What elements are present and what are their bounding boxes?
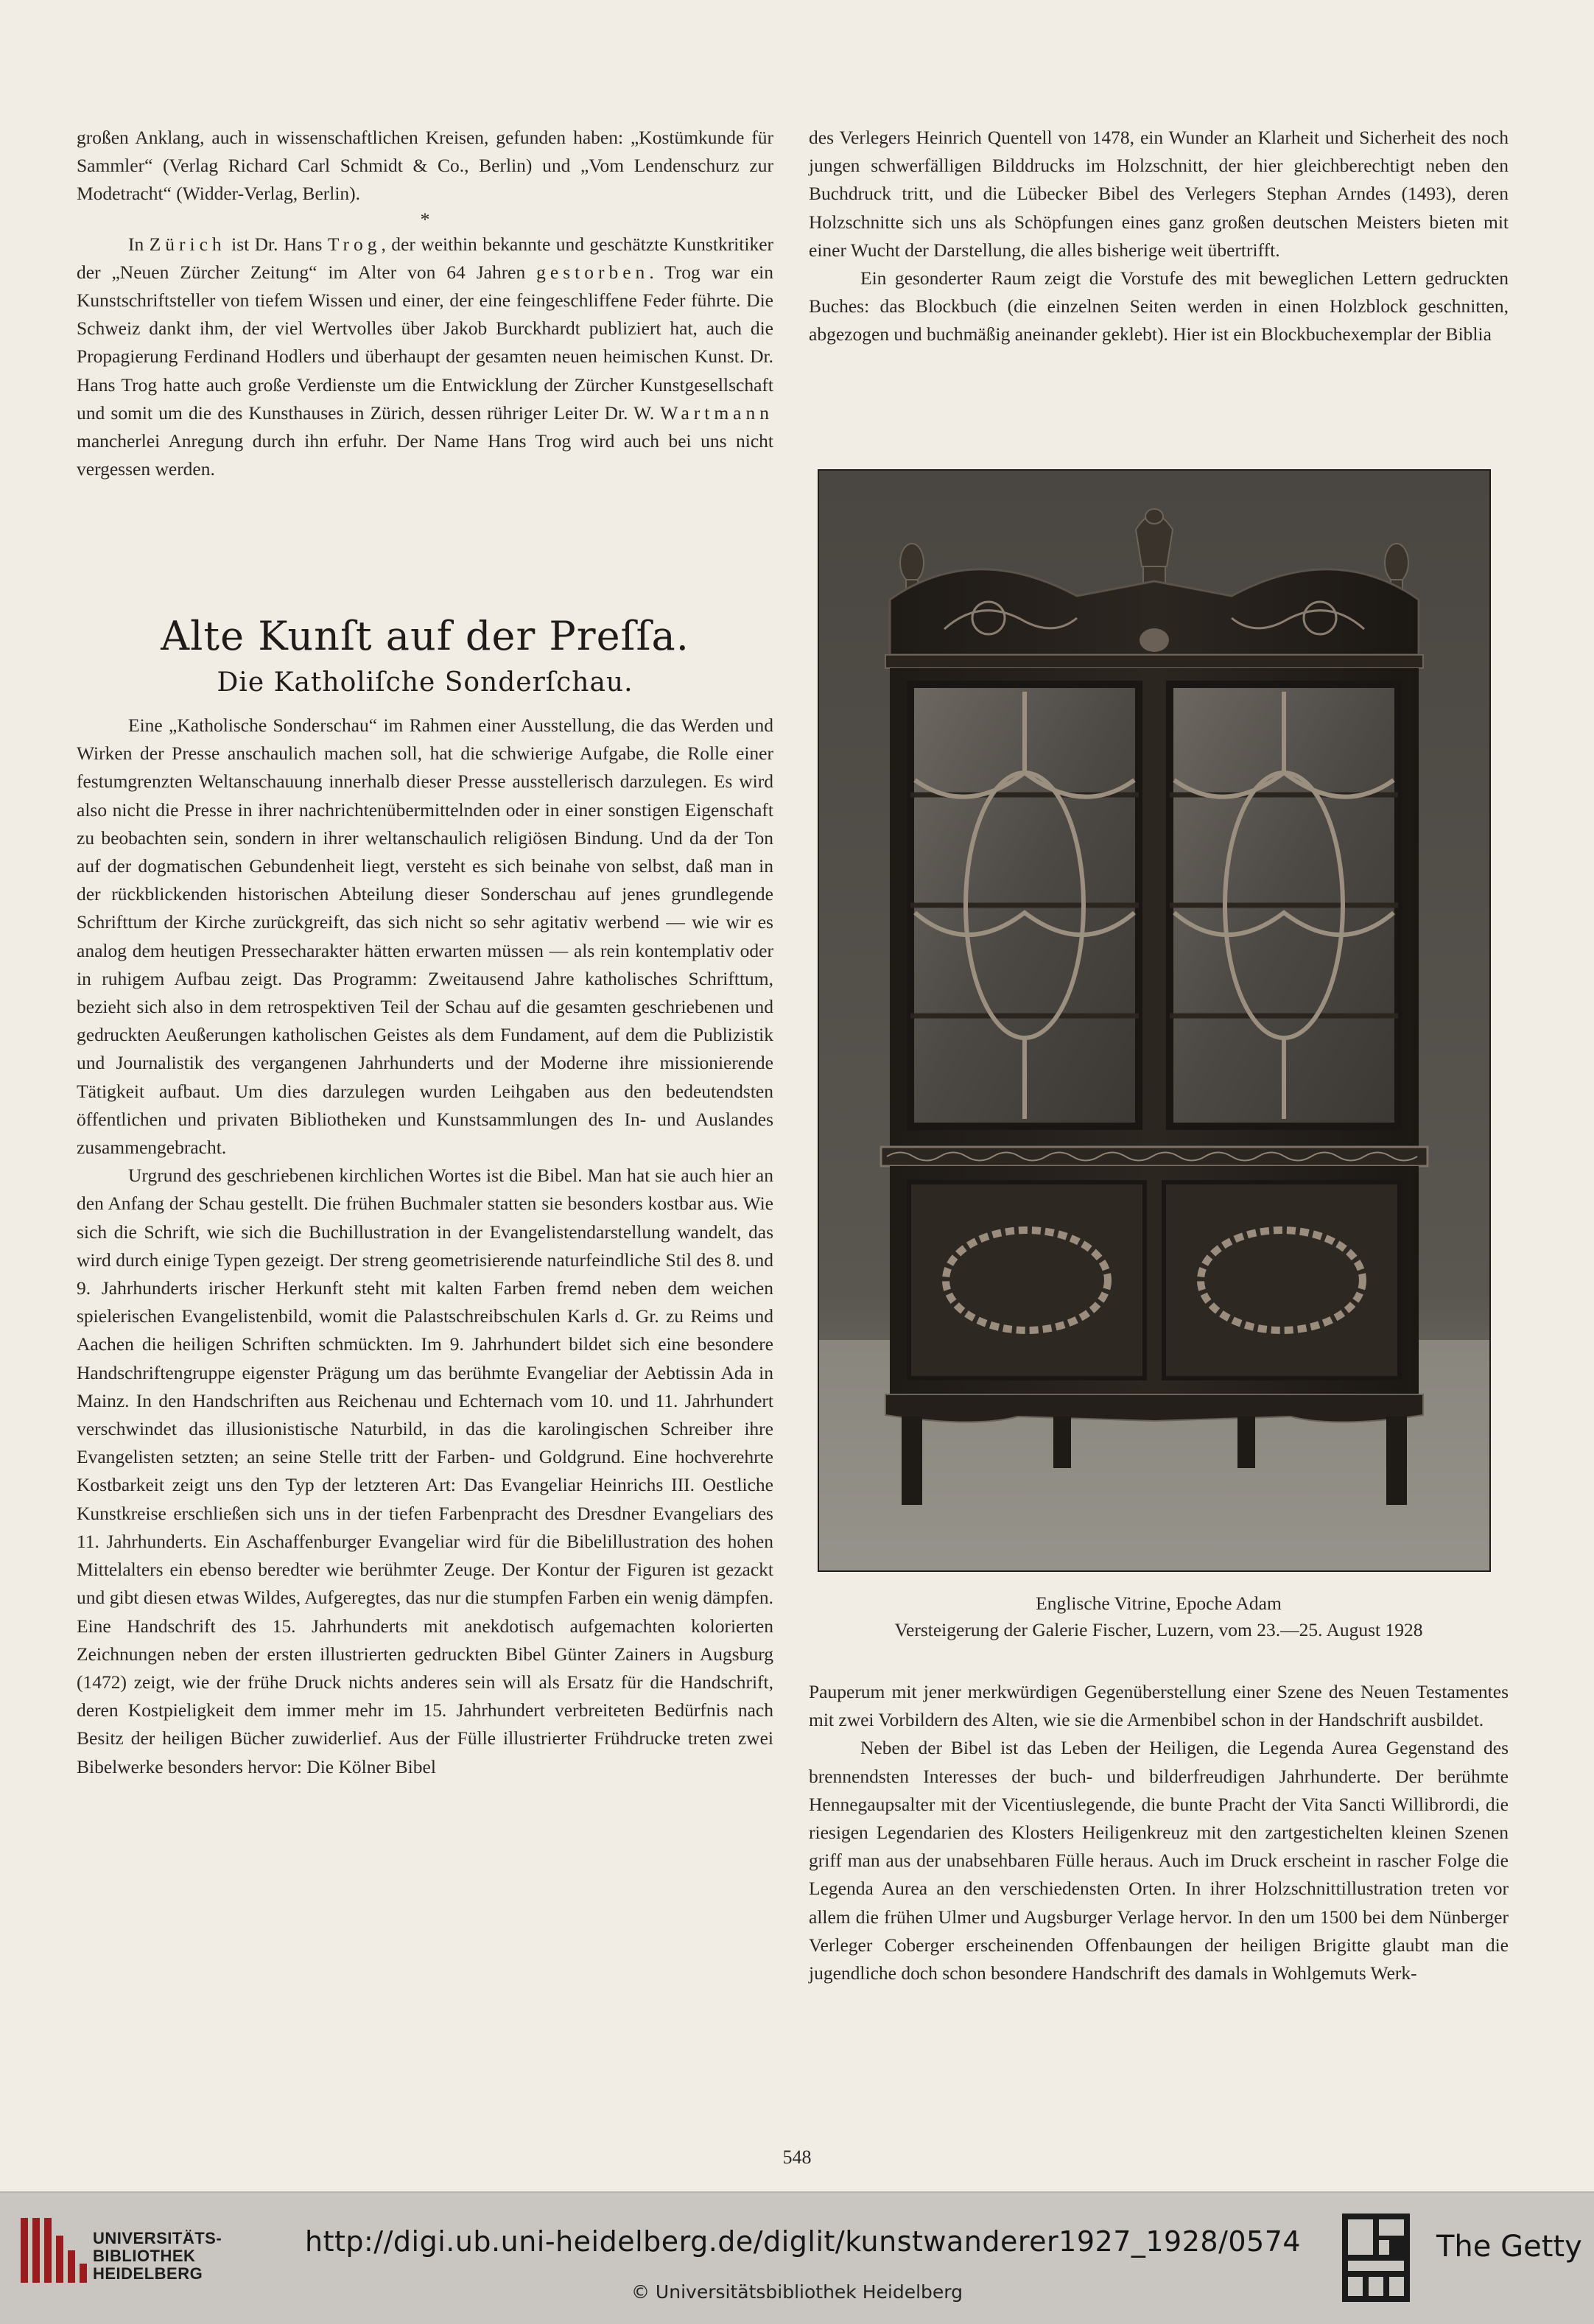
- paragraph: Ein gesonderter Raum zeigt die Vorstufe des mit beweglichen Lettern gedruckten Buches: das Blockbuch (die einzelnen Seiten werden in einen Holzblock geschnitten, abgezogen und buchmäßig aneinander geklebt). Hier ist ein Blockbuchexemplar der Biblia: [809, 267, 1509, 345]
- paragraph: Urgrund des geschriebenen kirchlichen Wortes ist die Bibel. Man hat sie auch hier an den Anfang der Schau gestellt. Die frühen Buchmaler statten sie besonders kostbar aus. Wie sich die Schrift, wie sich die Buchillustration in der Evangelistendarstellung wandelt, das wird durch einige Typen gezeigt. Der streng geometrisierende naturfeindliche Stil des 8. und 9. Jahrhunderts irischer Herkunft steht mit kalten Farben fremd neben dem weichen spielerischen Evangelistenbild, womit die Palastschreibschulen Karls d. Gr. zu Reims und Aachen die heiligen Schriften schmückten. Im 9. Jahrhundert bildet sich eine besondere Handschriftengruppe eigenster Prägung um das berühmte Evangeliar der Aebtissin Ada in Mainz. In den Handschriften aus Reichenau und Echternach vom 10. und 11. Jahrhundert verschwindet das illusionistische Naturbild, in das die karolingischen Schreiber ihre Evangelisten setzten; an seine Stelle tritt der Farben- und Goldgrund. Eine hochverehrte Kostbarkeit zeigt uns den Typ der letzteren Art: Das Evangeliar Heinrichs III. Oestliche Kunstkreise erschließen sich uns in der tiefen Farbenpracht des Dresdner Evangeliars des 11. Jahrhunderts. Ein Aschaffenburger Evangeliar wird für die Bibelillustration des hohen Mittelalters ein ebenso beredter wie berühmter Zeuge. Der Kontur der Figuren ist gezackt und gibt diesen etwas Wildes, Aufgeregtes, das nur die stumpfen Farben ein wenig dämpfen. Eine Handschrift des 15. Jahrhunderts mit anekdotisch aufgemachten kolorierten Zeichnungen neben der ersten illustrierten gedruckten Bibel Günter Zainers in Augsburg (1472) zeigt, wie der frühe Druck nichts anderes sein will als Ersatz für die Handschrift, deren Kostpieligkeit dem immer mehr im 15. Jahrhundert verbreiteten Bedürfnis nach Besitz der heiligen Bücher zuwiderlief. Aus der Fülle illustrierter Frühdrucke treten zwei Bibelwerke besonders hervor: Die Kölner Bibel: [77, 1165, 773, 1777]
- article-subheading: Die Katholiſche Sonderſchau.: [217, 667, 633, 698]
- article-heading: Alte Kunſt auf der Preſſa.: [161, 613, 689, 659]
- section-separator: *: [420, 208, 430, 230]
- getty-logo-icon: [1342, 2214, 1410, 2302]
- library-name: UNIVERSITÄTS- BIBLIOTHEK HEIDELBERG: [93, 2229, 222, 2283]
- column-left-main: [77, 712, 773, 1781]
- column-right-bottom: [809, 1678, 1509, 1987]
- permalink-url[interactable]: http://digi.ub.uni-heidelberg.de/diglit/kunstwanderer1927_1928/0574: [305, 2225, 1302, 2258]
- ub-heidelberg-logo-icon: [18, 2214, 88, 2287]
- paragraph: des Verlegers Heinrich Quentell von 1478, ein Wunder an Klarheit und Sicherheit des noch jungen schwerfälligen Bilddrucks im Holzschnitt, der hier gleichberechtigt neben den Buchdruck tritt, und die Lübecker Bibel des Verlegers Stephan Arndes (1493), deren Holzschnitte sich uns als Schöpfungen eines ganz großen deutschen Meisters bieten mit einer Wucht der Darstellung, die alles bisherige weit übertrifft.: [809, 127, 1509, 261]
- paragraph: Eine „Katholische Sonderschau“ im Rahmen einer Ausstellung, die das Werden und Wirken der Presse anschaulich machen soll, hat die schwierige Aufgabe, die Rolle einer festumgrenzten Weltanschauung innerhalb dieser Presse ausstellerisch darzulegen. Es wird also nicht die Presse in ihrer nachrichtenübermittelnden oder in einer sonstigen Eigenschaft zu beobachten sein, sondern in ihrer weltanschaulich religiösen Bindung. Und da der Ton auf der dogmatischen Gebundenheit liegt, versteht es sich beinahe von selbst, daß man in der rückblickenden historischen Abteilung dieser Sonderschau auf jenes grundlegende Schrifttum der Kirche zurückgreift, das sich nicht so sehr agitativ werbend — wie wir es analog dem heutigen Pressecharakter hätten erwarten müssen — als rein kontemplativ oder in ruhigem Aufbau zeigt. Das Programm: Zweitausend Jahre katholisches Schrifttum, bezieht sich also in dem retrospektiven Teil der Schau auf die gesamten geschriebenen und gedruckten Aeußerungen katholischen Geistes als dem Fundament, auf dem die Publizistik und Journalistik des vergangenen Jahrhunderts und der Moderne ihre missionierende Tätigkeit aufbaut. Um dies darzulegen wurden Leihgaben aus den bedeutendsten öffentlichen und privaten Bibliotheken und Kunstsammlungen des In- und Auslandes zusammengebracht.: [77, 715, 773, 1159]
- paragraph: großen Anklang, auch in wissenschaftlichen Kreisen, gefunden haben: „Kostümkunde für Sammler“ (Verlag Richard Carl Schmidt & Co., Berlin) und „Vom Lendenschurz zur Modetracht“ (Widder-Verlag, Berlin).: [77, 127, 773, 205]
- paragraph: Neben der Bibel ist das Leben der Heiligen, die Legenda Aurea Gegenstand des brennendsten Interesses der buch- und bilderfreudigen Jahrhunderte. Der berühmte Hennegaupsalter mit der Vicentiuslegende, die bunte Pracht der Vita Sancti Willibrordi, die riesigen Legendarien des Klosters Heiligenkreuz mit den zartgestichelten kleinen Szenen griff man aus der unabsehbaren Fülle heraus. Auch im Druck erscheint in rascher Folge die Legenda Aurea an den verschiedensten Orten. In ihrer Holzschnittillustration treten vor allem die frühen Ulmer und Augsburger Verlage hervor. In den um 1500 bei dem Nünberger Verleger Coberger erscheinenden Offenbaungen der heiligen Brigitte glaubt man die jugendliche doch schon besondere Handschrift des damals in Wohlgemuts Werk-: [809, 1737, 1509, 1984]
- cabinet-photograph: [818, 469, 1491, 1572]
- column-right-top: [809, 124, 1509, 349]
- figure-caption-source: Versteigerung der Galerie Fischer, Luzern, vom 23.—25. August 1928: [894, 1619, 1423, 1640]
- page-number: 548: [782, 2146, 812, 2168]
- vitrine-image: [819, 471, 1489, 1570]
- paragraph: Pauperum mit jener merkwürdigen Gegenüberstellung einer Szene des Neuen Testamentes mit zwei Vorbildern des Alten, wie sie die Armenbibel schon in der Handschrift ausbildet.: [809, 1681, 1509, 1731]
- copyright-notice: © Universitätsbibliothek Heidelberg: [631, 2281, 963, 2303]
- footer-bar: [0, 2191, 1594, 2324]
- getty-name: The Getty: [1436, 2230, 1582, 2264]
- figure-caption-title: Englische Vitrine, Epoche Adam: [1036, 1593, 1282, 1614]
- paragraph-obituary: In Zürich ist Dr. Hans Trog, der weithin bekannte und geschätzte Kunstkritiker der „Neuen Zürcher Zeitung“ im Alter von 64 Jahren gestorben. Trog war ein Kunstschriftsteller von tiefem Wissen und einer, der eine feingeschliffene Feder führte. Die Schweiz dankt ihm, der viel Wertvolles über Jakob Burckhardt publiziert hat, auch die Propagierung Ferdinand Hodlers und überhaupt der gesamten neuen heimischen Kunst. Dr. Hans Trog hatte auch große Verdienste um die Entwicklung der Zürcher Kunstgesellschaft und somit um die des Kunsthauses in Zürich, dessen rühriger Leiter Dr. W. Wartmann mancherlei Anregung durch ihn erfuhr. Der Name Hans Trog wird auch bei uns nicht vergessen werden.: [77, 233, 774, 480]
- column-left-top: [77, 124, 773, 483]
